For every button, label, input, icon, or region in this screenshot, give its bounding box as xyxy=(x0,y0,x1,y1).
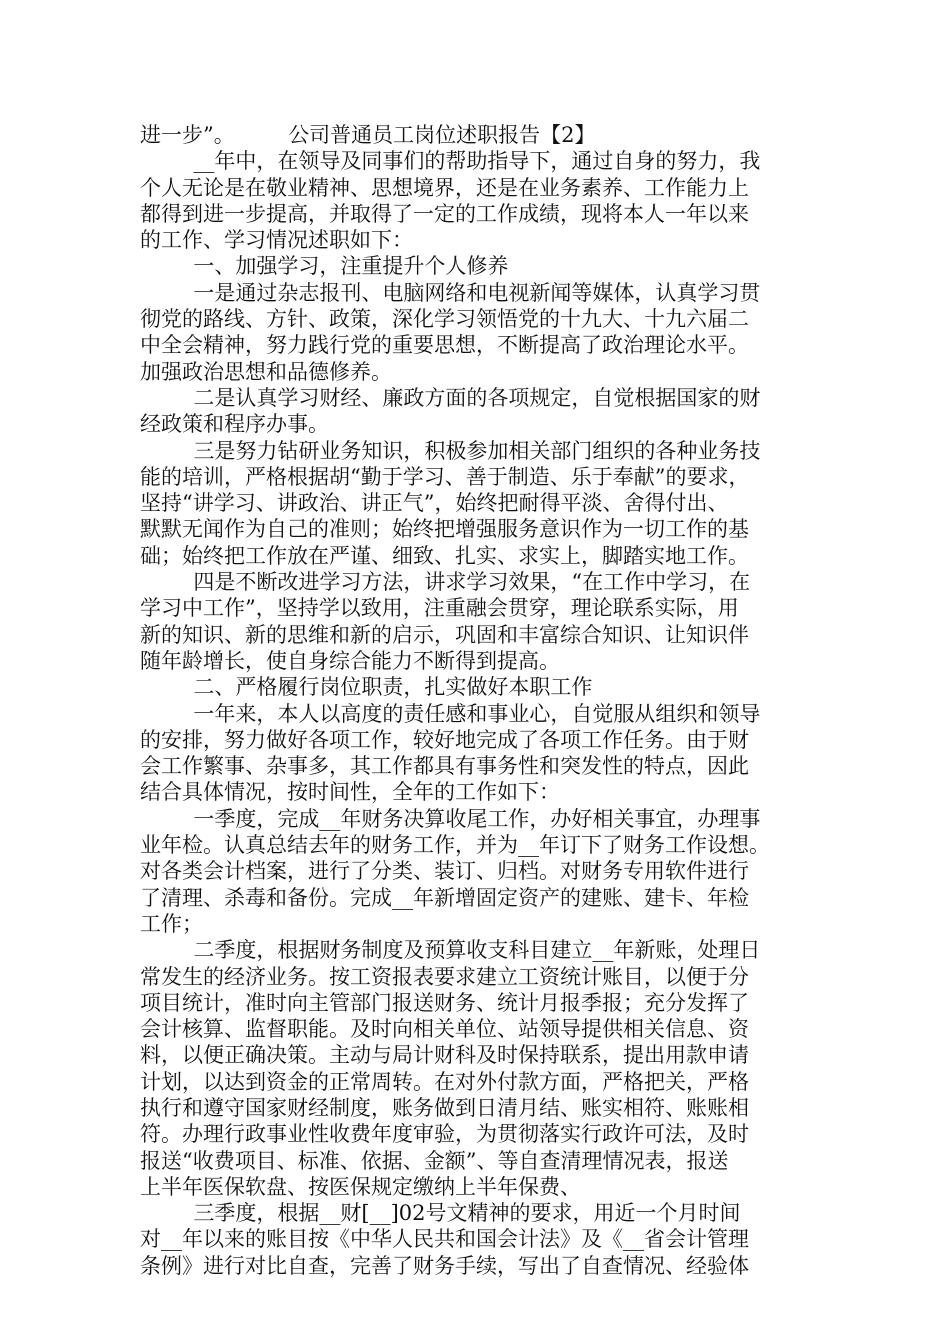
text-line: 学习中工作”，坚持学以致用，注重融会贯穿，理论联系实际，用 xyxy=(140,596,739,621)
text-line: 三是努力钻研业务知识，积极参加相关部门组织的各种业务技 xyxy=(140,438,761,463)
text-line: 中全会精神，努力践行党的重要思想，不断提高了政治理论水平。 xyxy=(140,333,749,358)
text-line: 会工作繁事、杂事多，其工作都具有事务性和突发性的特点，因此 xyxy=(140,754,749,779)
text-line: 能的培训，严格根据胡“勤于学习、善于制造、乐于奉献”的要求， xyxy=(140,464,750,489)
text-line: 一季度，完成__年财务决算收尾工作，办好相关事宜，办理事 xyxy=(140,806,761,831)
text-line: 一是通过杂志报刊、电脑网络和电视新闻等媒体，认真学习贯 xyxy=(140,280,761,305)
text-line: 础；始终把工作放在严谨、细致、扎实、求实上，脚踏实地工作。 xyxy=(140,543,749,568)
text-line: __年中，在领导及同事们的帮助指导下，通过自身的努力，我 xyxy=(140,149,761,174)
text-line: 的工作、学习情况述职如下： xyxy=(140,228,413,253)
text-line: 会计核算、监督职能。及时向相关单位、站领导提供相关信息、资 xyxy=(140,1017,749,1042)
text-line: 业年检。认真总结去年的财务工作，并为__年订下了财务工作设想。 xyxy=(140,833,770,858)
text-line: 结合具体情况，按时间性，全年的工作如下： xyxy=(140,780,560,805)
text-line: 一年来，本人以高度的责任感和事业心，自觉服从组织和领导 xyxy=(140,701,761,726)
section-heading: 二、严格履行岗位职责，扎实做好本职工作 xyxy=(140,675,593,700)
text-line: 计划，以达到资金的正常周转。在对外付款方面，严格把关，严格 xyxy=(140,1069,749,1094)
text-line: 上半年医保软盘、按医保规定缴纳上半年保费、 xyxy=(140,1174,581,1199)
text-line: 随年龄增长，使自身综合能力不断得到提高。 xyxy=(140,648,560,673)
text-line: 都得到进一步提高，并取得了一定的工作成绩，现将本人一年以来 xyxy=(140,201,749,226)
text-line: 符。办理行政事业性收费年度审验，为贯彻落实行政许可法，及时 xyxy=(140,1122,749,1147)
text-line: 执行和遵守国家财经制度，账务做到日清月结、账实相符、账账相 xyxy=(140,1095,749,1120)
text-line: 的安排，努力做好各项工作，较好地完成了各项工作任务。由于财 xyxy=(140,727,749,752)
section-heading: 一、加强学习，注重提升个人修养 xyxy=(140,254,509,279)
text-line: 坚持“讲学习、讲政治、讲正气”，始终把耐得平淡、舍得付出、 xyxy=(140,491,729,516)
text-line: 常发生的经济业务。按工资报表要求建立工资统计账目，以便于分 xyxy=(140,964,749,989)
text-line: 了清理、杀毒和备份。完成__年新增固定资产的建账、建卡、年检 xyxy=(140,885,749,910)
text-line: 工作； xyxy=(140,911,203,936)
text-line: 进一步”。 公司普通员工岗位述职报告【2】 xyxy=(140,123,596,147)
text-line: 条例》进行对比自查，完善了财务手续，写出了自查情况、经验体 xyxy=(140,1253,749,1278)
text-line: 报送“收费项目、标准、依据、金额”、等自查清理情况表，报送 xyxy=(140,1148,729,1173)
text-line: 默默无闻作为自己的准则；始终把增强服务意识作为一切工作的基 xyxy=(140,517,749,542)
text-line: 对__年以来的账目按《中华人民共和国会计法》及《__省会计管理 xyxy=(140,1227,749,1252)
text-line: 二季度，根据财务制度及预算收支科目建立__年新账，处理日 xyxy=(140,938,761,963)
text-line: 四是不断改进学习方法，讲求学习效果，“在工作中学习，在 xyxy=(140,570,751,595)
text-line: 二是认真学习财经、廉政方面的各项规定，自觉根据国家的财 xyxy=(140,385,761,410)
text-line: 项目统计，准时向主管部门报送财务、统计月报季报；充分发挥了 xyxy=(140,990,749,1015)
text-line: 经政策和程序办事。 xyxy=(140,412,329,437)
text-line: 料，以便正确决策。主动与局计财科及时保持联系，提出用款申请 xyxy=(140,1043,749,1068)
text-line: 加强政治思想和品德修养。 xyxy=(140,359,392,384)
document-body xyxy=(140,122,820,1279)
text-line: 新的知识、新的思维和新的启示，巩固和丰富综合知识、让知识伴 xyxy=(140,622,749,647)
text-line: 三季度，根据__财[__]02号文精神的要求，用近一个月时间 xyxy=(140,1201,741,1226)
text-line: 彻党的路线、方针、政策，深化学习领悟党的十九大、十九六届二 xyxy=(140,307,749,332)
text-line: 个人无论是在敬业精神、思想境界，还是在业务素养、工作能力上 xyxy=(140,175,749,200)
text-line: 对各类会计档案，进行了分类、装订、归档。对财务专用软件进行 xyxy=(140,859,749,884)
